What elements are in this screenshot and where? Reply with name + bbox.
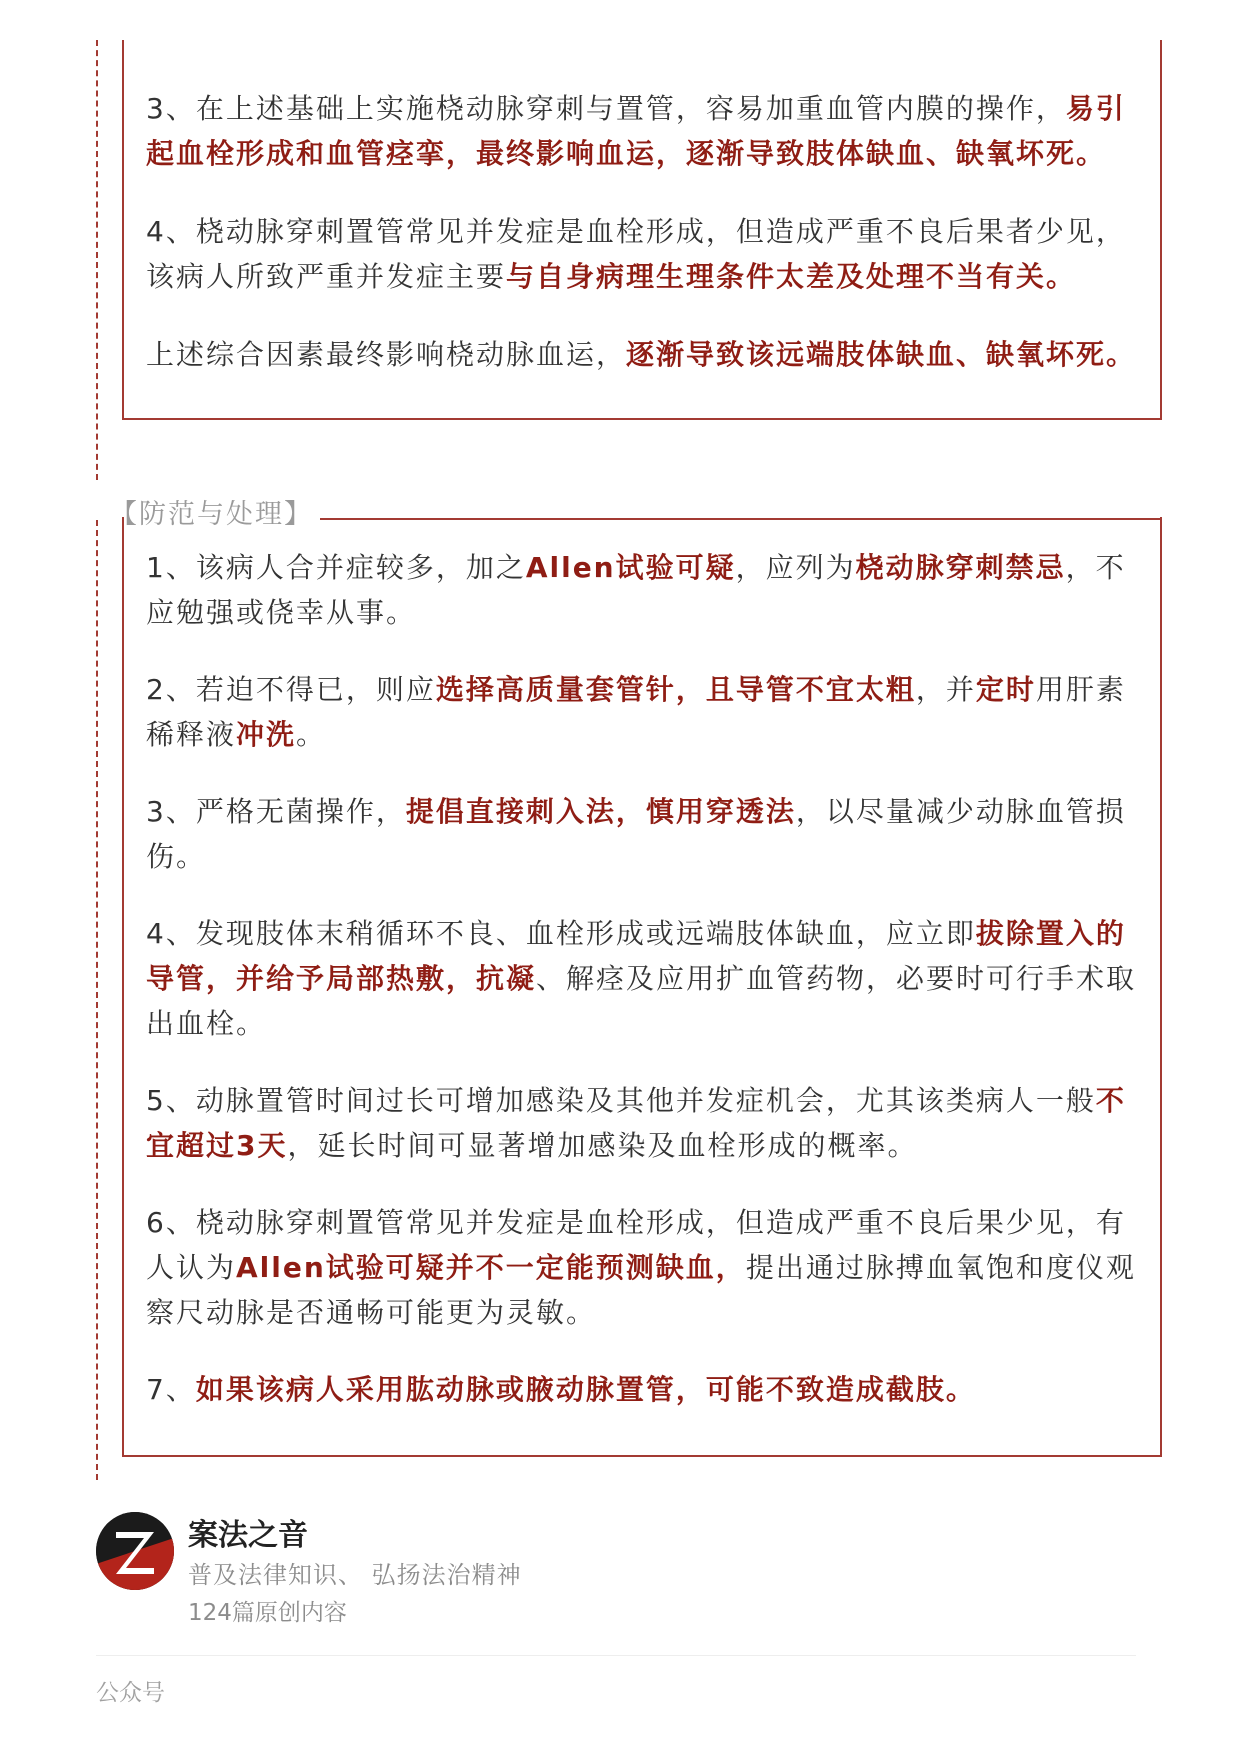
body-text: 1、该病人合并症较多，加之 [146,551,526,584]
section-title: 【防范与处理】 [110,492,319,531]
account-description: 普及法律知识、 弘扬法治精神 [188,1561,522,1589]
prevention-box [122,517,1162,1457]
paragraph [146,545,1138,635]
body-text: ，延长时间可显著增加感染及血栓形成的概率。 [287,1129,918,1162]
emphasis-text: 如果该病人采用肱动脉或腋动脉置管，可能不致造成截肢。 [195,1373,976,1406]
emphasis-text: 与自身病理生理条件太差及处理不当有关。 [506,260,1077,293]
body-text: ，以尽量减少动脉血管损伤。 [146,795,1126,873]
body-text: 6、桡动脉穿刺置管常见并发症是血栓形成，但造成严重不良后果少见，有人认为 [146,1206,1126,1284]
emphasis-text: 不宜超过3天 [146,1084,1126,1162]
footer-divider [96,1655,1136,1656]
emphasis-text: Allen试验可疑并不一定能预测缺血， [236,1251,746,1284]
emphasis-text: 桡动脉穿刺禁忌 [855,551,1066,584]
body-text: 用肝素稀释液 [146,673,1126,751]
body-text: 3、严格无菌操作， [146,795,406,828]
emphasis-text: 拔除置入的导管，并给予局部热敷，抗凝 [146,917,1126,995]
account-name: 案法之音 [188,1518,308,1553]
paragraph [146,1200,1138,1335]
platform-label: 公众号 [96,1680,165,1706]
paragraph [146,86,1138,176]
account-article-count: 124篇原创内容 [188,1600,347,1626]
prevention-paragraphs [124,545,1160,1412]
paragraph [146,332,1138,377]
emphasis-text: 逐渐导致该远端肢体缺血、缺氧坏死。 [626,338,1137,371]
body-text: ，不应勉强或侥幸从事。 [146,551,1126,629]
analysis-box [122,40,1162,420]
z-logo-icon [96,1512,174,1590]
body-text: 2、若迫不得已，则应 [146,673,436,706]
body-text: 7、 [146,1373,196,1406]
emphasis-text: 选择高质量套管针，且导管不宜太粗 [435,673,916,706]
body-text: 4、桡动脉穿刺置管常见并发症是血栓形成，但造成严重不良后果者少见，该病人所致严重并发症主要 [146,215,1126,293]
body-text: 、解痉及应用扩血管药物，必要时可行手术取出血栓。 [146,962,1137,1040]
body-text: ，并 [915,673,976,706]
analysis-paragraphs [124,86,1160,377]
dashed-guide-line-top [96,40,98,480]
paragraph [146,911,1138,1046]
paragraph [146,209,1138,299]
body-text: 。 [296,718,327,751]
emphasis-text: 冲洗 [236,718,297,751]
emphasis-text: Allen试验可疑 [525,551,736,584]
emphasis-text: 易引起血栓形成和血管痉挛，最终影响血运，逐渐导致肢体缺血、缺氧坏死。 [146,92,1126,170]
body-text: 提出通过脉搏血氧饱和度仪观察尺动脉是否通畅可能更为灵敏。 [146,1251,1136,1329]
emphasis-text: 提倡直接刺入法，慎用穿透法 [405,795,796,828]
paragraph [146,1367,1138,1412]
body-text: 上述综合因素最终影响桡动脉血运， [146,338,627,371]
dashed-guide-line-bottom [96,520,98,1480]
paragraph [146,789,1138,879]
paragraph [146,1078,1138,1168]
emphasis-text: 定时 [975,673,1036,706]
account-card[interactable] [96,1510,1136,1640]
body-text: ，应列为 [735,551,856,584]
body-text: 4、发现肢体末稍循环不良、血栓形成或远端肢体缺血，应立即 [146,917,976,950]
paragraph [146,667,1138,757]
body-text: 5、动脉置管时间过长可增加感染及其他并发症机会，尤其该类病人一般 [146,1084,1096,1117]
body-text: 3、在上述基础上实施桡动脉穿刺与置管，容易加重血管内膜的操作， [146,92,1066,125]
